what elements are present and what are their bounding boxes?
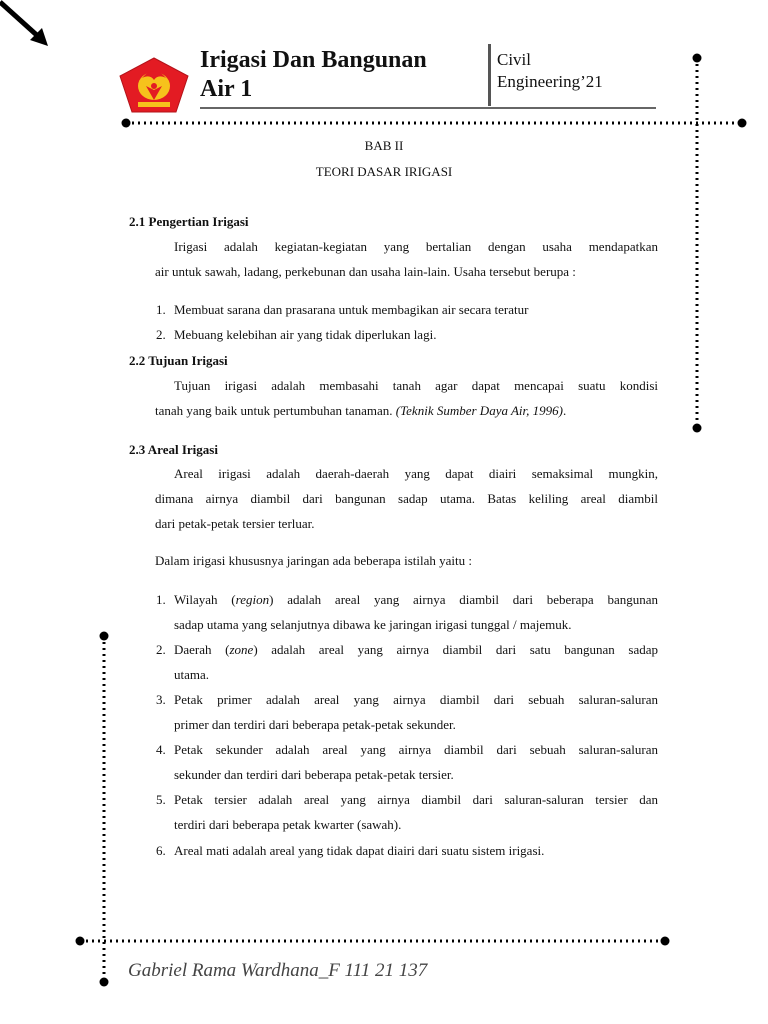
list-item-number: 3.: [156, 692, 166, 707]
section2-para-text: tanah yang baik untuk pertumbuhan tanaman.: [155, 403, 393, 418]
header-subtitle-line2: Engineering’21: [497, 72, 603, 91]
footer-author: Gabriel Rama Wardhana_F 111 21 137: [128, 960, 428, 981]
section-heading-2-1: 2.1 Pengertian Irigasi: [129, 214, 249, 229]
list-item: Mebuang kelebihan air yang tidak diperlukan lagi.: [174, 327, 437, 342]
section2-para-line2: [155, 398, 658, 423]
list-item-text: Daerah (: [174, 642, 230, 657]
list-item-cont: primer dan terdiri dari beberapa petak-petak sekunder.: [174, 717, 456, 732]
header-title-line2: Air 1: [200, 76, 253, 102]
list-item-text: ) adalah areal yang airnya diambil dari beberapa bangunan: [269, 592, 659, 607]
list-item: Petak tersier adalah areal yang airnya diambil dari saluran-saluran tersier dan: [174, 792, 658, 807]
list-item-text: Wilayah (: [174, 592, 236, 607]
list-item-cont: terdiri dari beberapa petak kwarter (sawah).: [174, 817, 402, 832]
header-title-line1: Irigasi Dan Bangunan: [200, 47, 427, 73]
section1-para-line2: air untuk sawah, ladang, perkebunan dan usaha lain-lain. Usaha tersebut berupa :: [155, 264, 576, 279]
list-item-number: 2.: [156, 327, 166, 342]
list-item: [174, 587, 658, 612]
list-item-cont: utama.: [174, 667, 210, 682]
list-item-term: zone: [229, 642, 254, 657]
section2-para-line1: Tujuan irigasi adalah membasahi tanah agar dapat mencapai suatu kondisi: [174, 378, 658, 393]
list-item-text: ) adalah areal yang airnya diambil dari satu bangunan sadap: [253, 642, 659, 657]
section1-para-line1: Irigasi adalah kegiatan-kegiatan yang bertalian dengan usaha mendapatkan: [174, 239, 658, 254]
list-item-cont: sadap utama yang selanjutnya dibawa ke jaringan irigasi tunggal / majemuk.: [174, 617, 572, 632]
list-item-number: 4.: [156, 742, 166, 757]
list-item: Petak sekunder adalah areal yang airnya diambil dari sebuah saluran-saluran: [174, 742, 658, 757]
section-heading-2-3: 2.3 Areal Irigasi: [129, 442, 218, 457]
section3-para-line2: dimana airnya diambil dari bangunan sadap utama. Batas keliling areal diambil: [155, 491, 658, 506]
list-item-number: 6.: [156, 843, 166, 858]
list-item: Petak primer adalah areal yang airnya diambil dari sebuah saluran-saluran: [174, 692, 658, 707]
section3-para-line3: dari petak-petak tersier terluar.: [155, 516, 315, 531]
section3-intro: Dalam irigasi khususnya jaringan ada beberapa istilah yaitu :: [155, 553, 472, 568]
list-item: Membuat sarana dan prasarana untuk membagikan air secara teratur: [174, 302, 529, 317]
citation-end: .: [562, 403, 567, 418]
list-item-number: 5.: [156, 792, 166, 807]
header-subtitle-line1: Civil: [497, 50, 532, 69]
citation: (Teknik Sumber Daya Air, 1996): [395, 403, 563, 418]
list-item-cont: sekunder dan terdiri dari beberapa petak-petak tersier.: [174, 767, 454, 782]
list-item: [174, 637, 658, 662]
list-item-number: 2.: [156, 642, 166, 657]
chapter-title: TEORI DASAR IRIGASI: [315, 164, 453, 179]
list-item-term: region: [235, 592, 270, 607]
list-item: Areal mati adalah areal yang tidak dapat diairi dari suatu sistem irigasi.: [174, 843, 545, 858]
chapter-number: BAB II: [364, 138, 404, 153]
section3-para-line1: Areal irigasi adalah daerah-daerah yang dapat diairi semaksimal mungkin,: [174, 466, 658, 481]
section-heading-2-2: 2.2 Tujuan Irigasi: [129, 353, 228, 368]
list-item-number: 1.: [156, 302, 166, 317]
list-item-number: 1.: [156, 592, 166, 607]
